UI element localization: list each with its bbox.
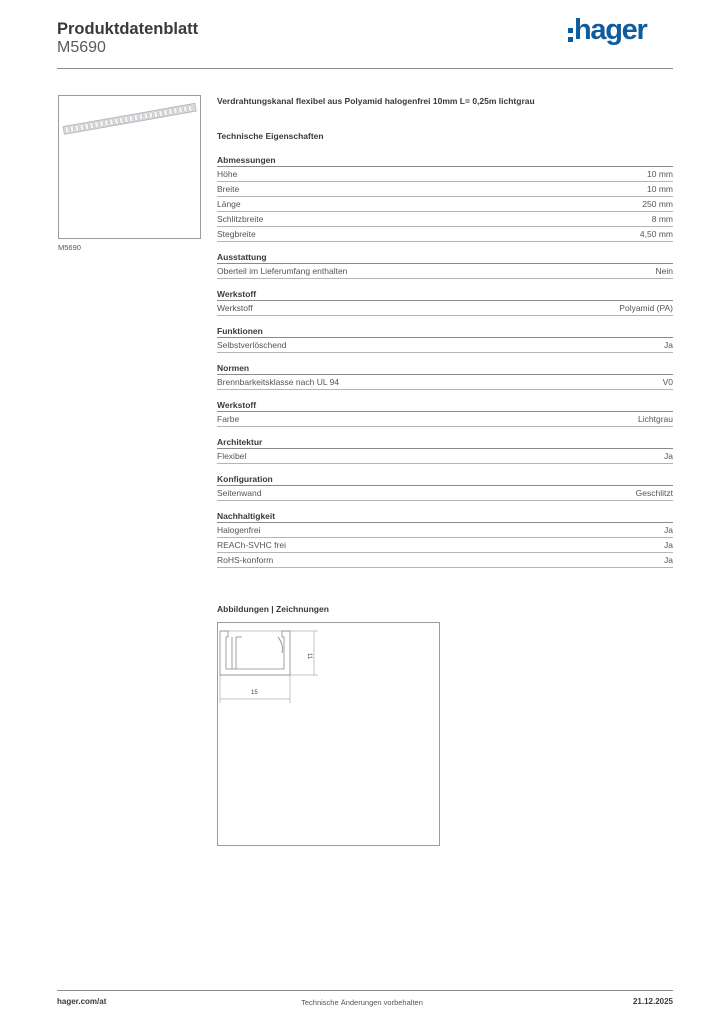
dimension-width: 15 [251,690,258,696]
spec-section [217,289,673,316]
dimension-height: 11 [306,653,312,660]
spec-value: Ja [664,555,673,565]
spec-section-title: Normen [217,363,673,375]
profile-drawing [218,623,439,845]
spec-value: Ja [664,340,673,350]
spec-value: 10 mm [647,169,673,179]
spec-label: Oberteil im Lieferumfang enthalten [217,266,348,276]
technical-drawing [217,622,440,846]
spec-row [217,301,673,316]
spec-label: Farbe [217,414,240,424]
spec-section-title: Werkstoff [217,400,673,412]
spec-value: Ja [664,525,673,535]
product-description: Verdrahtungskanal flexibel aus Polyamid halogenfrei 10mm L= 0,25m lichtgrau [217,96,535,106]
footer-note: Technische Änderungen vorbehalten [301,998,423,1007]
spec-section [217,474,673,501]
spec-row [217,449,673,464]
spec-row [217,197,673,212]
tech-properties-title: Technische Eigenschaften [217,131,324,141]
spec-label: Flexibel [217,451,247,461]
spec-row [217,167,673,182]
spec-section [217,326,673,353]
spec-section-title: Architektur [217,437,673,449]
spec-row [217,523,673,538]
spec-value: 8 mm [651,214,673,224]
spec-value: Lichtgrau [638,414,673,424]
brand-logo: hager [574,14,647,46]
spec-section-title: Konfiguration [217,474,673,486]
spec-label: Länge [217,199,241,209]
spec-section [217,363,673,390]
spec-label: Selbstverlöschend [217,340,287,350]
spec-section-title: Abmessungen [217,155,673,167]
spec-row [217,264,673,279]
spec-section-title: Funktionen [217,326,673,338]
product-image-caption: M5690 [58,243,81,252]
spec-section [217,400,673,427]
spec-section-title: Ausstattung [217,252,673,264]
spec-label: Schlitzbreite [217,214,264,224]
spec-label: Höhe [217,169,238,179]
spec-value: Polyamid (PA) [619,303,673,313]
spec-label: Halogenfrei [217,525,261,535]
spec-label: Breite [217,184,240,194]
page-title: Produktdatenblatt [57,20,199,38]
spec-row [217,338,673,353]
spec-value: Nein [655,266,673,276]
spec-row [217,486,673,501]
spec-section-title: Werkstoff [217,289,673,301]
spec-section [217,437,673,464]
spec-label: RoHS-konform [217,555,274,565]
spec-value: Geschlitzt [635,488,673,498]
product-code: M5690 [57,39,106,56]
product-image [58,95,201,239]
spec-row [217,553,673,568]
spec-row [217,227,673,242]
spec-value: V0 [662,377,673,387]
spec-value: 10 mm [647,184,673,194]
wiring-duct-image [59,96,200,238]
spec-value: Ja [664,540,673,550]
header-divider [57,68,673,69]
spec-section [217,155,673,242]
spec-value: 250 mm [642,199,673,209]
spec-section [217,252,673,279]
spec-section-title: Nachhaltigkeit [217,511,673,523]
spec-table [217,155,673,578]
spec-label: REACh-SVHC frei [217,540,286,550]
spec-row [217,538,673,553]
drawings-title: Abbildungen | Zeichnungen [217,604,329,614]
spec-row [217,412,673,427]
footer-website-link[interactable]: hager.com/at [57,997,107,1006]
spec-row [217,182,673,197]
spec-value: Ja [664,451,673,461]
spec-label: Werkstoff [217,303,253,313]
spec-row [217,212,673,227]
spec-label: Stegbreite [217,229,256,239]
spec-value: 4,50 mm [639,229,673,239]
spec-label: Seitenwand [217,488,262,498]
footer-date: 21.12.2025 [632,997,673,1006]
spec-section [217,511,673,568]
spec-label: Brennbarkeitsklasse nach UL 94 [217,377,340,387]
spec-row [217,375,673,390]
footer-divider [57,990,673,991]
